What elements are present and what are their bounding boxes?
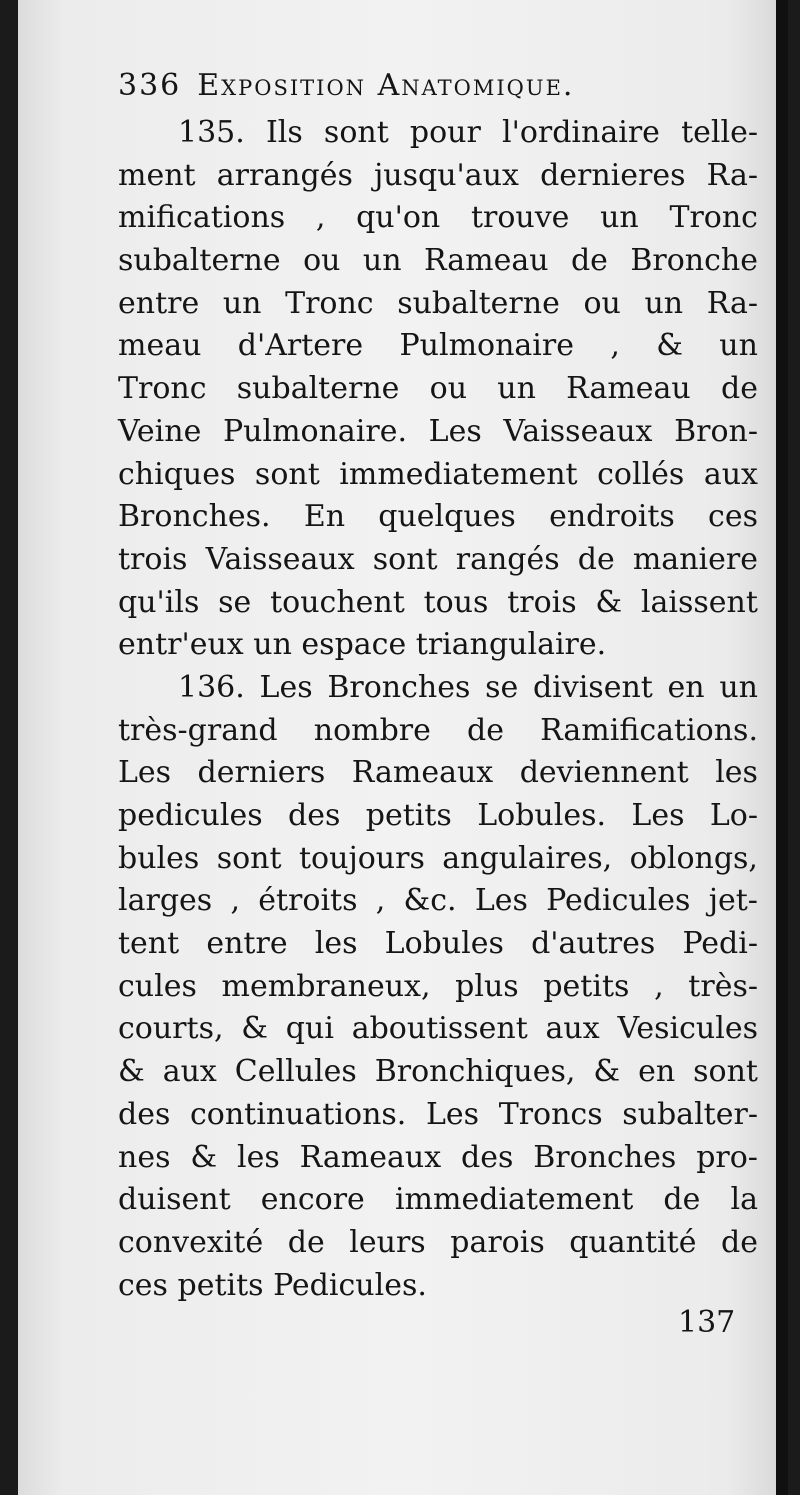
word: qui	[285, 1011, 334, 1047]
word: un	[600, 200, 639, 236]
word: Tronc	[285, 285, 374, 321]
word: ment	[118, 157, 196, 193]
word: sont	[372, 541, 438, 577]
text-line: ces petits Pedicules.	[118, 1267, 427, 1303]
word: ,	[654, 968, 664, 1004]
word: la	[730, 1182, 758, 1218]
word: 135.	[178, 115, 245, 150]
word: Tronc	[118, 371, 207, 407]
word: se	[485, 669, 519, 705]
word: rangés	[455, 541, 560, 577]
word: un	[497, 371, 536, 407]
word: se	[218, 584, 252, 620]
word: de	[721, 1224, 758, 1260]
word: sont	[693, 1054, 758, 1090]
word: parois	[450, 1224, 545, 1260]
word: Bronches	[533, 1139, 677, 1175]
word: Ramifications.	[540, 712, 758, 748]
word: Bronches	[327, 669, 471, 705]
word: Vaisseaux	[205, 541, 355, 577]
word: jet-	[708, 883, 758, 919]
word: divisent	[532, 669, 653, 705]
word: nombre	[313, 712, 431, 748]
word: Bron-	[674, 413, 758, 449]
text-line	[118, 1137, 758, 1180]
word: convexité	[118, 1224, 264, 1260]
word: &	[241, 1011, 269, 1047]
word: Lobules	[384, 926, 504, 962]
word: les	[236, 1139, 280, 1175]
word: ,	[315, 200, 326, 236]
word: duisent	[118, 1182, 231, 1218]
word: courts,	[118, 1011, 224, 1047]
word: &	[656, 328, 683, 364]
word: aux	[545, 1011, 600, 1047]
text-block	[118, 60, 758, 1307]
word: &	[593, 1054, 621, 1090]
word: quelques	[378, 499, 516, 535]
running-header	[118, 60, 758, 112]
running-title: Exposition Anatomique.	[197, 68, 575, 103]
word: encore	[260, 1182, 365, 1218]
word: aboutissent	[351, 1011, 528, 1047]
text-line	[118, 496, 758, 539]
word: Les	[631, 798, 685, 833]
text-line	[118, 539, 758, 582]
word: Tronc	[669, 200, 758, 236]
word: tous	[423, 584, 489, 620]
word: les	[715, 755, 758, 791]
text-line	[118, 197, 758, 240]
word: un	[719, 328, 758, 364]
word: des	[118, 1096, 171, 1132]
word: qu'on	[356, 200, 441, 236]
word: Cellules	[234, 1054, 357, 1090]
word: toujours	[299, 840, 425, 876]
word: immediatement	[394, 1182, 634, 1218]
word: nes	[118, 1139, 171, 1175]
word: un	[644, 285, 684, 321]
word: telle-	[681, 115, 758, 150]
word: Rameau	[423, 243, 549, 279]
word: Les	[428, 413, 482, 449]
word: plus	[455, 968, 519, 1004]
word: de	[577, 541, 615, 577]
word: subalterne	[118, 243, 281, 279]
word: d'Artere	[237, 328, 364, 364]
word: entre	[118, 285, 200, 321]
word: Rameaux	[351, 755, 494, 791]
word: sont	[254, 456, 320, 492]
text-line	[118, 368, 758, 411]
word: dernieres	[540, 157, 686, 193]
text-line: entr'eux un espace triangulaire.	[118, 627, 607, 663]
word: un	[362, 243, 402, 279]
word: leurs	[349, 1224, 426, 1260]
word: Pulmonaire.	[222, 413, 408, 449]
word: Troncs	[498, 1096, 603, 1132]
word: membraneux,	[221, 968, 431, 1004]
word: endroits	[549, 499, 675, 535]
word: collés	[597, 456, 685, 492]
page-edge-shadow	[776, 0, 788, 1495]
word: très-grand	[118, 712, 278, 748]
word: Ils	[265, 115, 303, 150]
text-line	[118, 1179, 758, 1222]
word: trois	[118, 541, 188, 577]
word: pour	[409, 115, 481, 150]
word: Les	[425, 1096, 480, 1132]
word: ,	[230, 883, 240, 919]
word: des	[461, 1139, 514, 1175]
word: Pedi-	[682, 926, 758, 962]
word: maniere	[632, 541, 758, 577]
word: chiques	[118, 456, 236, 492]
text-line	[118, 1008, 758, 1051]
word: un	[719, 669, 758, 705]
word: larges	[118, 883, 213, 919]
word: quantité	[569, 1224, 697, 1260]
word: trois	[507, 584, 577, 620]
word: Vesicules	[617, 1011, 758, 1047]
word: En	[303, 499, 346, 535]
word: Veine	[118, 413, 202, 449]
word: ou	[303, 243, 341, 279]
word: Ra-	[706, 285, 758, 321]
word: immediatement	[339, 456, 578, 492]
word: de	[287, 1224, 325, 1260]
word: laissent	[640, 584, 758, 620]
word: subalter-	[622, 1096, 758, 1132]
word: ,	[375, 883, 386, 919]
word: en	[638, 1054, 676, 1090]
text-line	[118, 795, 758, 838]
word: Les	[259, 669, 313, 705]
word: subalterne	[397, 285, 560, 321]
text-line	[118, 923, 758, 966]
word: de	[570, 243, 608, 279]
text-line	[118, 1222, 758, 1265]
word: d'autres	[531, 926, 656, 962]
word: aux	[703, 456, 758, 492]
text-line	[118, 880, 758, 923]
word: &	[118, 1054, 145, 1090]
word: meau	[118, 328, 202, 364]
word: arrangés	[216, 157, 353, 193]
word: continuations.	[190, 1096, 407, 1132]
word: très-	[688, 968, 758, 1004]
word: subalterne	[236, 371, 400, 407]
word: petits	[543, 968, 630, 1004]
word: de	[663, 1182, 701, 1218]
text-line	[118, 283, 758, 326]
page-number: 336	[118, 68, 182, 103]
text-line	[118, 411, 758, 454]
text-line	[118, 240, 758, 283]
text-line	[118, 710, 758, 753]
word: Lo-	[709, 798, 758, 833]
word: petits	[365, 798, 452, 833]
word: entre	[206, 926, 288, 962]
word: Rameaux	[299, 1139, 442, 1175]
word: &	[595, 584, 623, 620]
word: bules	[118, 840, 200, 876]
word: trouve	[470, 200, 570, 236]
word: cules	[118, 968, 197, 1004]
word: ou	[583, 285, 621, 321]
word: aux	[162, 1054, 217, 1090]
word: &c.	[403, 883, 457, 919]
text-line	[118, 582, 758, 625]
word: angulaires,	[442, 840, 613, 876]
word: Lobules.	[477, 798, 607, 833]
word: Les	[118, 755, 172, 791]
book-page	[18, 0, 788, 1495]
word: des	[288, 798, 341, 833]
word: étroits	[258, 883, 358, 919]
word: en	[667, 669, 705, 705]
word: pro-	[696, 1139, 758, 1175]
text-line	[118, 667, 758, 710]
word: Pulmonaire	[399, 328, 574, 364]
text-line	[118, 1094, 758, 1137]
text-line	[118, 325, 758, 368]
word: derniers	[197, 755, 326, 791]
text-line	[118, 155, 758, 198]
word: Pedicules	[546, 883, 691, 919]
word: de	[720, 371, 758, 407]
text-line	[118, 454, 758, 497]
word: Bronche	[630, 243, 758, 279]
word: touchent	[270, 584, 405, 620]
word: sont	[216, 840, 282, 876]
word: 136.	[178, 669, 245, 705]
word: les	[314, 926, 358, 962]
word: Ra-	[706, 157, 758, 193]
paragraph-136	[118, 667, 758, 1307]
word: &	[190, 1139, 218, 1175]
text-line	[118, 752, 758, 795]
word: ces	[708, 499, 758, 535]
word: sont	[323, 115, 389, 150]
text-line	[118, 112, 758, 155]
word: deviennent	[519, 755, 689, 791]
text-line	[118, 1051, 758, 1094]
word: un	[222, 285, 262, 321]
word: mifications	[118, 200, 286, 236]
word: Les	[474, 883, 528, 919]
word: oblongs,	[629, 840, 758, 876]
word: l'ordinaire	[501, 115, 660, 150]
word: qu'ils	[118, 584, 200, 620]
word: Rameau	[566, 371, 691, 407]
word: Bronchiques,	[374, 1054, 576, 1090]
text-line	[118, 838, 758, 881]
word: pedicules	[118, 798, 263, 833]
word: ou	[429, 371, 468, 407]
word: de	[467, 712, 504, 748]
catchword: 137	[678, 1305, 736, 1340]
text-line	[118, 966, 758, 1009]
word: Vaisseaux	[503, 413, 653, 449]
word: ,	[610, 328, 620, 364]
word: tent	[118, 926, 180, 962]
paragraph-135	[118, 112, 758, 667]
word: jusqu'aux	[374, 157, 519, 193]
word: Bronches.	[118, 499, 271, 535]
